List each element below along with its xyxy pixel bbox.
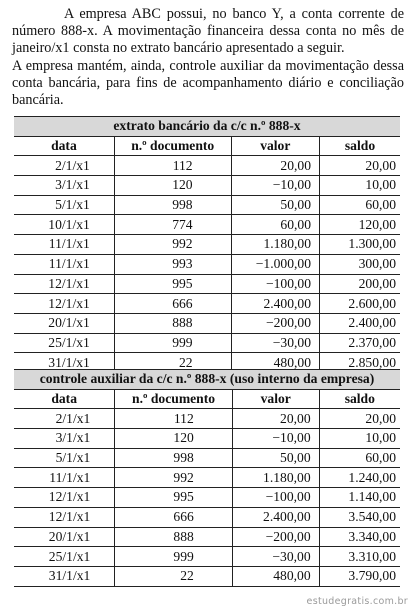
cell-date: 2/1/x1	[14, 409, 115, 429]
cell-document: 112	[115, 409, 232, 429]
header-date: data	[14, 389, 115, 409]
cell-balance: 60,00	[319, 448, 400, 468]
cell-date: 10/1/x1	[14, 215, 114, 235]
table-row	[14, 274, 400, 294]
cell-date: 12/1/x1	[14, 274, 114, 294]
table-row	[14, 176, 400, 196]
cell-document: 999	[115, 547, 232, 567]
header-document: n.º documento	[114, 136, 231, 156]
cell-date: 3/1/x1	[14, 429, 115, 449]
cell-date: 25/1/x1	[14, 333, 114, 353]
cell-value: −10,00	[232, 429, 319, 449]
table-row	[14, 215, 400, 235]
cell-document: 112	[114, 156, 231, 176]
table-row	[14, 468, 400, 488]
bank-statement-title: extrato bancário da c/c n.º 888-x	[14, 117, 400, 137]
cell-balance: 1.240,00	[319, 468, 400, 488]
table-row	[14, 333, 400, 353]
cell-document: 22	[114, 353, 231, 373]
cell-value: −100,00	[232, 488, 319, 508]
cell-document: 888	[115, 527, 232, 547]
table-row	[14, 409, 400, 429]
cell-document: 888	[114, 313, 231, 333]
table-row	[14, 507, 400, 527]
cell-value: −30,00	[231, 333, 319, 353]
cell-balance: 20,00	[320, 156, 400, 176]
cell-date: 5/1/x1	[14, 195, 114, 215]
cell-date: 3/1/x1	[14, 176, 114, 196]
cell-date: 25/1/x1	[14, 547, 115, 567]
cell-value: 2.400,00	[231, 294, 319, 314]
cell-date: 11/1/x1	[14, 235, 114, 255]
cell-document: 666	[114, 294, 231, 314]
header-value: valor	[232, 389, 319, 409]
cell-document: 995	[114, 274, 231, 294]
cell-document: 992	[114, 235, 231, 255]
table-row	[14, 195, 400, 215]
table-row	[14, 527, 400, 547]
table-row	[14, 547, 400, 567]
table-row	[14, 156, 400, 176]
cell-balance: 2.400,00	[320, 313, 400, 333]
cell-date: 2/1/x1	[14, 156, 114, 176]
cell-balance: 2.600,00	[320, 294, 400, 314]
header-document: n.º documento	[115, 389, 232, 409]
cell-balance: 3.790,00	[319, 566, 400, 586]
cell-document: 666	[115, 507, 232, 527]
cell-date: 11/1/x1	[14, 468, 115, 488]
cell-document: 774	[114, 215, 231, 235]
cell-balance: 200,00	[320, 274, 400, 294]
cell-balance: 10,00	[319, 429, 400, 449]
cell-value: −1.000,00	[231, 254, 319, 274]
cell-date: 12/1/x1	[14, 488, 115, 508]
header-balance: saldo	[320, 136, 400, 156]
cell-balance: 3.340,00	[319, 527, 400, 547]
bank-statement-table	[14, 116, 400, 373]
cell-document: 995	[115, 488, 232, 508]
cell-document: 993	[114, 254, 231, 274]
table-row	[14, 448, 400, 468]
cell-balance: 1.300,00	[320, 235, 400, 255]
cell-document: 998	[114, 195, 231, 215]
intro-text	[12, 6, 404, 109]
cell-balance: 300,00	[320, 254, 400, 274]
cell-balance: 20,00	[319, 409, 400, 429]
cell-value: 50,00	[231, 195, 319, 215]
cell-value: −30,00	[232, 547, 319, 567]
table-row	[14, 488, 400, 508]
cell-value: −200,00	[232, 527, 319, 547]
site-watermark: estudegratis.com.br	[306, 596, 408, 607]
cell-value: 50,00	[232, 448, 319, 468]
cell-document: 999	[114, 333, 231, 353]
header-date: data	[14, 136, 114, 156]
cell-value: 1.180,00	[232, 468, 319, 488]
auxiliary-control-rows	[14, 409, 400, 586]
cell-date: 12/1/x1	[14, 294, 114, 314]
intro-paragraph-1: A empresa ABC possui, no banco Y, a conta corrente de número 888-x. A movimentação financeira dessa conta no mês de janeiro/x1 consta no extrato bancário apresentado a seguir.	[12, 6, 404, 57]
cell-date: 11/1/x1	[14, 254, 114, 274]
cell-balance: 2.850,00	[320, 353, 400, 373]
cell-value: 20,00	[232, 409, 319, 429]
cell-balance: 3.310,00	[319, 547, 400, 567]
cell-date: 31/1/x1	[14, 566, 115, 586]
cell-date: 20/1/x1	[14, 527, 115, 547]
cell-balance: 120,00	[320, 215, 400, 235]
table-row	[14, 294, 400, 314]
table-row	[14, 254, 400, 274]
cell-value: −100,00	[231, 274, 319, 294]
header-balance: saldo	[319, 389, 400, 409]
cell-document: 992	[115, 468, 232, 488]
cell-value: 60,00	[231, 215, 319, 235]
cell-date: 31/1/x1	[14, 353, 114, 373]
cell-document: 120	[115, 429, 232, 449]
cell-balance: 1.140,00	[319, 488, 400, 508]
header-value: valor	[231, 136, 319, 156]
cell-date: 12/1/x1	[14, 507, 115, 527]
cell-value: −10,00	[231, 176, 319, 196]
cell-value: 480,00	[232, 566, 319, 586]
table-row	[14, 313, 400, 333]
cell-value: 2.400,00	[232, 507, 319, 527]
table-row	[14, 235, 400, 255]
cell-value: 480,00	[231, 353, 319, 373]
cell-value: 20,00	[231, 156, 319, 176]
cell-document: 120	[114, 176, 231, 196]
cell-balance: 2.370,00	[320, 333, 400, 353]
cell-date: 20/1/x1	[14, 313, 114, 333]
cell-value: −200,00	[231, 313, 319, 333]
table-row	[14, 566, 400, 586]
auxiliary-control-title: controle auxiliar da c/c n.º 888-x (uso interno da empresa)	[14, 370, 400, 390]
cell-balance: 10,00	[320, 176, 400, 196]
cell-document: 22	[115, 566, 232, 586]
intro-paragraph-2: A empresa mantém, ainda, controle auxiliar da movimentação dessa conta bancária, para fins de acompanhamento diário e conciliação bancária.	[12, 57, 404, 109]
cell-value: 1.180,00	[231, 235, 319, 255]
cell-balance: 60,00	[320, 195, 400, 215]
cell-balance: 3.540,00	[319, 507, 400, 527]
cell-date: 5/1/x1	[14, 448, 115, 468]
table-row	[14, 429, 400, 449]
auxiliary-control-table	[14, 369, 400, 587]
bank-statement-rows	[14, 156, 400, 373]
cell-document: 998	[115, 448, 232, 468]
